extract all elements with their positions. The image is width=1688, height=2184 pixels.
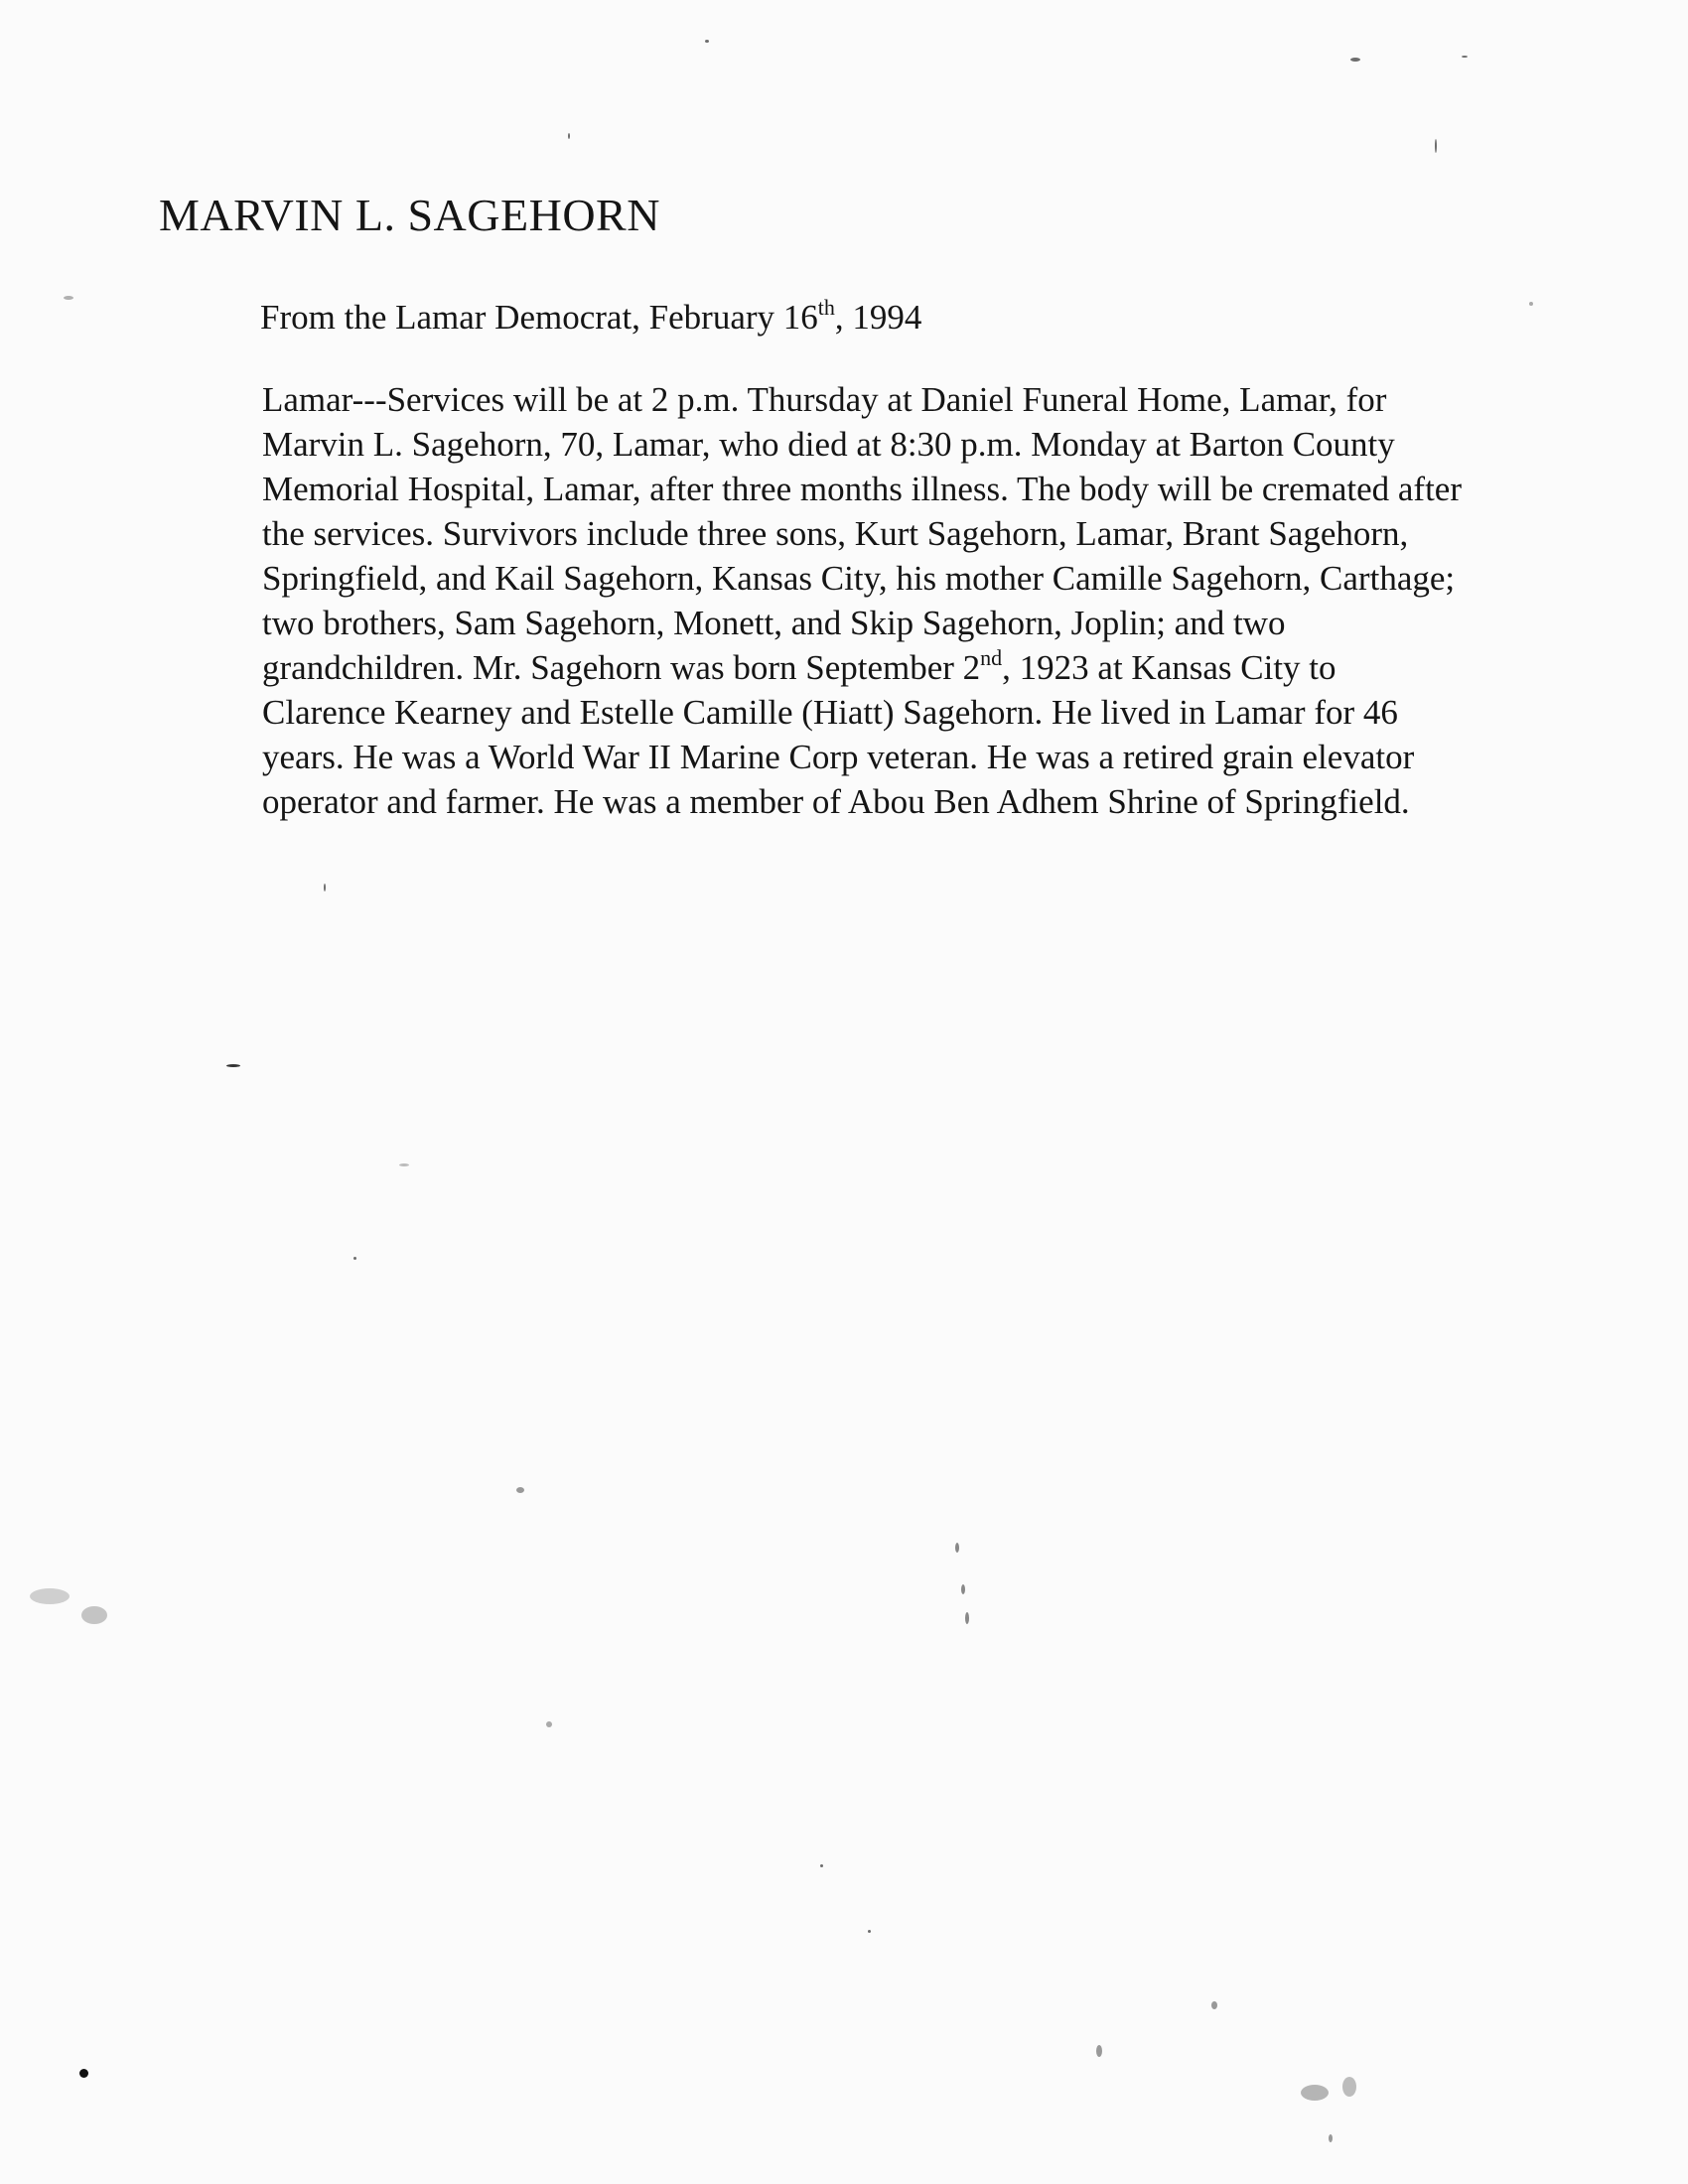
body-line: Memorial Hospital, Lamar, after three months illness. The body will be cremated after [262, 470, 1462, 508]
source-ordinal-suffix: th [817, 295, 835, 320]
scan-speck [353, 1257, 356, 1260]
scan-speck [1435, 139, 1437, 153]
scan-speck [1342, 2077, 1356, 2097]
body-line: operator and farmer. He was a member of Abou Ben Adhem Shrine of Springfield. [262, 782, 1410, 821]
body-line: two brothers, Sam Sagehorn, Monett, and Skip Sagehorn, Joplin; and two [262, 604, 1286, 642]
body-line: Lamar---Services will be at 2 p.m. Thursday at Daniel Funeral Home, Lamar, for [262, 380, 1387, 419]
scan-speck [1329, 2134, 1333, 2142]
scan-speck [965, 1612, 969, 1624]
body-line: Clarence Kearney and Estelle Camille (Hiatt) Sagehorn. He lived in Lamar for 46 [262, 693, 1398, 732]
source-suffix: , 1994 [834, 298, 922, 337]
scan-speck [226, 1064, 240, 1067]
scan-speck [705, 40, 709, 43]
scan-speck [30, 1588, 70, 1604]
obituary-body [262, 377, 1632, 824]
scan-speck [868, 1930, 871, 1933]
scan-speck [1301, 2085, 1329, 2101]
scan-speck [79, 2069, 88, 2078]
scan-speck [516, 1487, 524, 1493]
scan-speck [324, 884, 326, 891]
scan-speck [1350, 58, 1360, 62]
scan-speck [1211, 2001, 1217, 2009]
scan-speck [1096, 2045, 1102, 2057]
scan-speck [1462, 56, 1468, 58]
scan-speck [399, 1163, 409, 1166]
body-line-part: grandchildren. Mr. Sagehorn was born September 2 [262, 648, 981, 687]
body-line-part: , 1923 at Kansas City to [1002, 648, 1336, 687]
body-line: the services. Survivors include three sons, Kurt Sagehorn, Lamar, Brant Sagehorn, [262, 514, 1409, 553]
body-line: Springfield, and Kail Sagehorn, Kansas City, his mother Camille Sagehorn, Carthage; [262, 559, 1456, 598]
page-title: MARVIN L. SAGEHORN [159, 190, 660, 240]
source-line [260, 295, 922, 338]
scan-speck [1529, 302, 1533, 306]
scan-speck [820, 1864, 823, 1867]
scan-speck [568, 133, 570, 139]
body-line [262, 645, 1632, 690]
scan-speck [81, 1606, 107, 1624]
source-prefix: From the Lamar Democrat, February 16 [260, 298, 818, 337]
body-ordinal-suffix: nd [980, 645, 1003, 670]
scan-speck [955, 1543, 959, 1553]
body-line: Marvin L. Sagehorn, 70, Lamar, who died at 8:30 p.m. Monday at Barton County [262, 425, 1395, 464]
scan-speck [961, 1584, 965, 1594]
body-line: years. He was a World War II Marine Corp veteran. He was a retired grain elevator [262, 738, 1415, 776]
scan-speck [546, 1721, 552, 1727]
scan-speck [64, 296, 73, 300]
